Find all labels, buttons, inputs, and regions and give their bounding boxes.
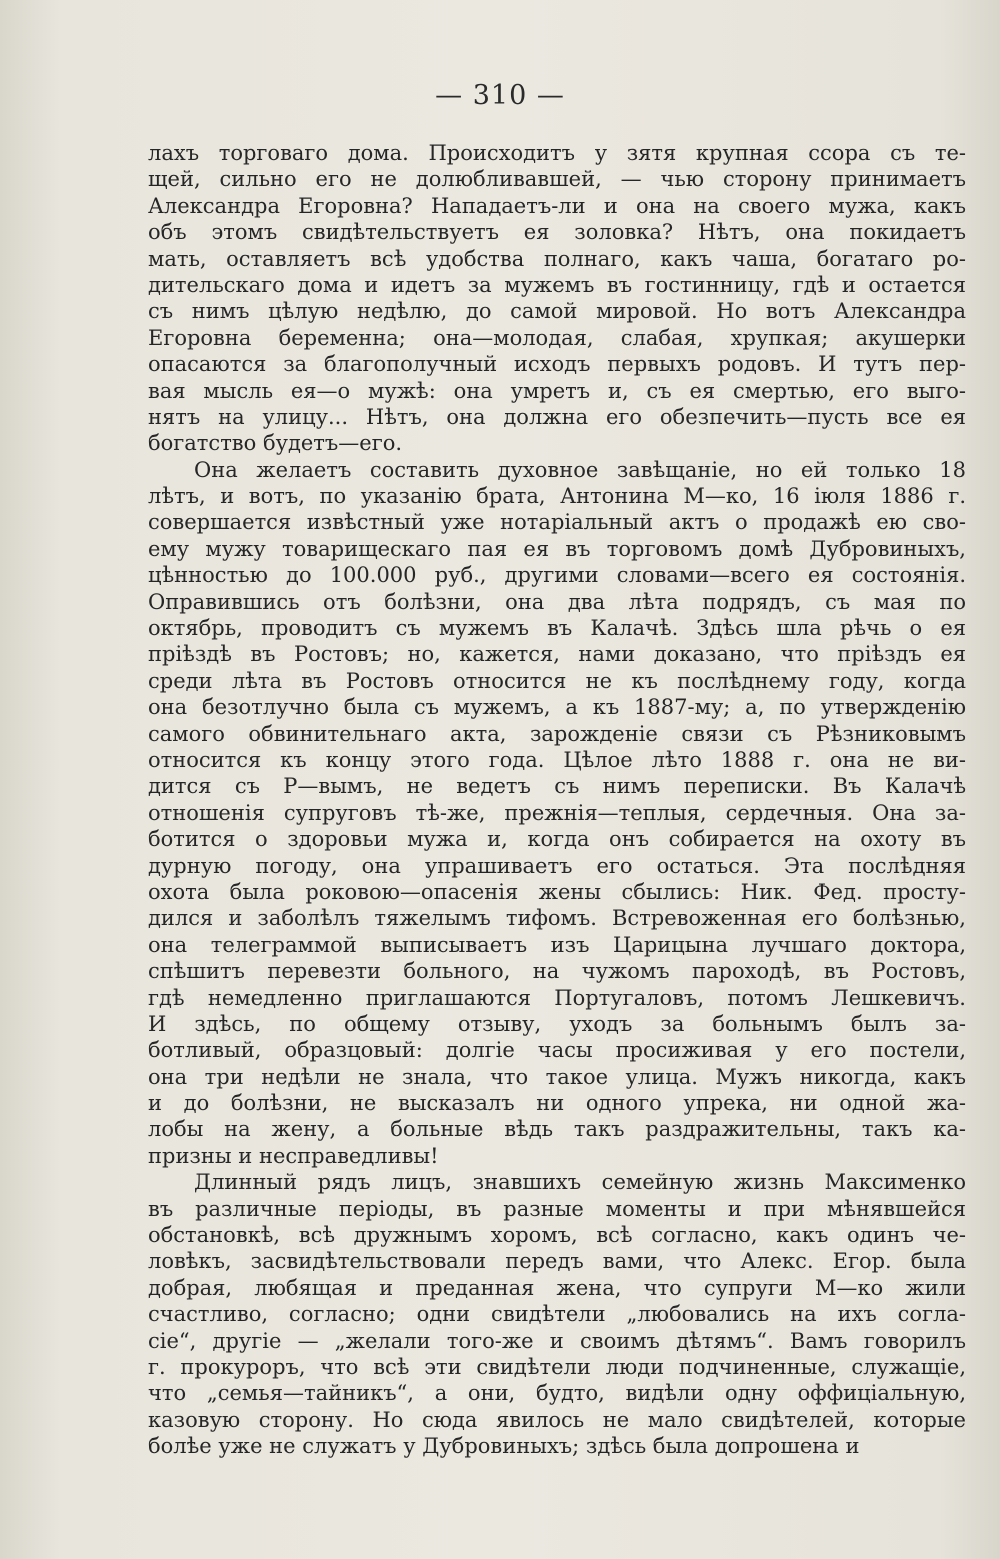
- text-line: среди лѣта въ Ростовъ относится не къ послѣднему году, когда: [148, 668, 966, 693]
- text-line: она три недѣли не знала, что такое улица. Мужъ никогда, какъ: [148, 1064, 966, 1089]
- text-line: призны и несправедливы!: [148, 1143, 439, 1168]
- text-line: вая мысль ея—о мужѣ: она умретъ и, съ ея смертью, его выго-: [148, 378, 966, 403]
- body-text: [148, 140, 966, 1460]
- text-line: Оправившись отъ болѣзни, она два лѣта подрядъ, съ мая по: [148, 589, 966, 614]
- text-line: самого обвинительнаго акта, зарожденіе связи съ Рѣзниковымъ: [148, 721, 966, 746]
- text-line: ботливый, образцовый: долгіе часы просиживая у его постели,: [148, 1038, 966, 1063]
- text-line: охота была роковою—опасенія жены сбылись: Ник. Фед. просту-: [148, 879, 966, 904]
- text-line: и до болѣзни, не высказалъ ни одного упрека, ни одной жа-: [148, 1091, 966, 1116]
- text-line: счастливо, согласно; одни свидѣтели „любовались на ихъ согла-: [148, 1302, 966, 1327]
- text-line: она телеграммой выписываетъ изъ Царицына лучшаго доктора,: [148, 932, 966, 957]
- text-line: Она желаетъ составить духовное завѣщаніе, но ей только 18: [194, 457, 966, 482]
- text-line: цѣнностью до 100.000 руб., другими словами—всего ея состоянія.: [148, 563, 966, 588]
- text-line: ботится о здоровьи мужа и, когда онъ собирается на охоту въ: [148, 827, 966, 852]
- text-line: съ нимъ цѣлую недѣлю, до самой мировой. Но вотъ Александра: [148, 299, 966, 324]
- text-line: гдѣ немедленно приглашаются Португаловъ, потомъ Лешкевичъ.: [148, 985, 966, 1010]
- text-line: что „семья—тайникъ“, а они, будто, видѣли одну оффиціальную,: [148, 1381, 966, 1406]
- text-line: сіе“, другіе — „желали того-же и своимъ дѣтямъ“. Вамъ говорилъ: [148, 1328, 966, 1353]
- text-line: обстановкѣ, всѣ дружнымъ хоромъ, всѣ согласно, какъ одинъ че-: [148, 1223, 966, 1248]
- text-line: дился и заболѣлъ тяжелымъ тифомъ. Встревоженная его болѣзнью,: [148, 906, 966, 931]
- text-line: октябрь, проводитъ съ мужемъ въ Калачѣ. Здѣсь шла рѣчь о ея: [148, 616, 966, 641]
- text-line: пріѣздѣ въ Ростовъ; но, кажется, нами доказано, что пріѣздъ ея: [148, 642, 966, 667]
- text-line: спѣшитъ перевезти больного, на чужомъ пароходѣ, въ Ростовъ,: [148, 959, 966, 984]
- text-line: относится къ концу этого года. Цѣлое лѣто 1888 г. она не ви-: [148, 747, 966, 772]
- text-line: ловѣкъ, засвидѣтельствовали передъ вами, что Алекс. Егор. была: [148, 1249, 966, 1274]
- text-line: нятъ на улицу... Нѣтъ, она должна его обезпечить—пусть все ея: [148, 404, 966, 429]
- text-line: казовую сторону. Но сюда явилось не мало свидѣтелей, которые: [148, 1407, 966, 1432]
- text-line: совершается извѣстный уже нотаріальный актъ о продажѣ ею сво-: [148, 510, 966, 535]
- text-line: дится съ Р—вымъ, не ведетъ съ нимъ переписки. Въ Калачѣ: [148, 774, 966, 799]
- text-line: отношенія супруговъ тѣ-же, прежнія—теплыя, сердечныя. Она за-: [148, 800, 966, 825]
- text-line: щей, сильно его не долюбливавшей, — чью сторону принимаетъ: [148, 167, 966, 192]
- text-line: болѣе уже не служатъ у Дубровиныхъ; здѣсь была допрошена и: [148, 1434, 860, 1459]
- text-line: опасаются за благополучный исходъ первыхъ родовъ. И тутъ пер-: [148, 352, 966, 377]
- text-line: лобы на жену, а больные вѣдь такъ раздражительны, такъ ка-: [148, 1117, 966, 1142]
- text-line: лѣтъ, и вотъ, по указанію брата, Антонина М—ко, 16 іюля 1886 г.: [148, 484, 966, 509]
- text-line: Егоровна беременна; она—молодая, слабая, хрупкая; акушерки: [148, 325, 966, 350]
- page-number: — 310 —: [435, 80, 565, 111]
- text-line: добрая, любящая и преданная жена, что супруги М—ко жили: [148, 1275, 966, 1300]
- text-line: въ различные періоды, въ разные моменты и при мѣнявшейся: [148, 1196, 966, 1221]
- text-line: она безотлучно была съ мужемъ, а къ 1887-му; а, по утвержденію: [148, 695, 966, 720]
- text-line: дурную погоду, она упрашиваетъ его остаться. Эта послѣдняя: [148, 853, 966, 878]
- text-line: объ этомъ свидѣтельствуетъ ея золовка? Нѣтъ, она покидаетъ: [148, 220, 966, 245]
- text-line: богатство будетъ—его.: [148, 431, 403, 456]
- text-line: г. прокуроръ, что всѣ эти свидѣтели люди подчиненные, служащіе,: [148, 1354, 966, 1379]
- text-line: Александра Егоровна? Нападаетъ-ли и она на своего мужа, какъ: [148, 193, 966, 218]
- text-line: ему мужу товарищескаго пая ея въ торговомъ домѣ Дубровиныхъ,: [148, 536, 966, 561]
- text-line: мать, оставляетъ всѣ удобства полнаго, какъ чаша, богатаго ро-: [148, 246, 966, 271]
- text-line: И здѣсь, по общему отзыву, уходъ за больнымъ былъ за-: [148, 1011, 966, 1036]
- text-line: дительскаго дома и идетъ за мужемъ въ гостинницу, гдѣ и остается: [148, 272, 966, 297]
- text-line: Длинный рядъ лицъ, знавшихъ семейную жизнь Максименко: [194, 1170, 966, 1195]
- text-line: лахъ торговаго дома. Происходитъ у зятя крупная ссора съ те-: [148, 141, 966, 165]
